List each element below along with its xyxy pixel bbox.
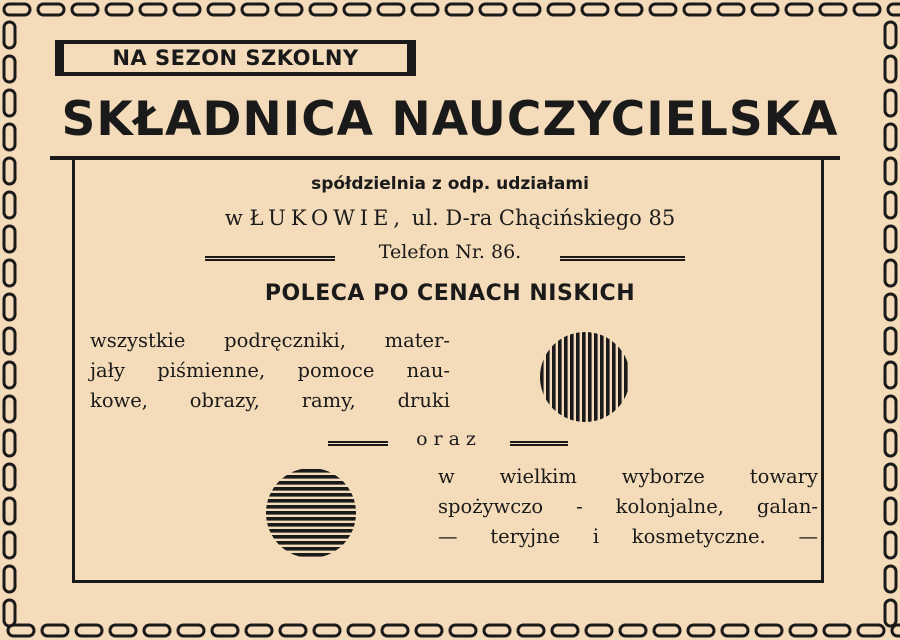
- disk-stripe: [265, 553, 357, 557]
- chain-link: [885, 328, 896, 354]
- chain-link: [885, 192, 896, 218]
- chain-link: [582, 4, 608, 15]
- disk-stripe: [576, 331, 580, 423]
- grocery-goods-line: spożywczo - kolonjalne, galan-: [438, 495, 818, 518]
- disk-stripe: [540, 331, 544, 423]
- chain-link: [718, 4, 744, 15]
- season-tag: [55, 40, 416, 76]
- chain-link: [480, 4, 506, 15]
- season-tag-text: NA SEZON SZKOLNY: [112, 46, 359, 70]
- disk-stripe: [265, 529, 357, 533]
- grocery-goods-line: — teryjne i kosmetyczne. —: [438, 525, 818, 548]
- chain-link: [382, 625, 408, 636]
- chain-link: [4, 294, 15, 320]
- disk-stripe: [612, 331, 616, 423]
- grocery-goods-line: w wielkim wyborze towary: [438, 465, 818, 488]
- chain-link: [4, 158, 15, 184]
- grocery-goods-paragraph: [438, 462, 818, 552]
- chain-link: [344, 4, 370, 15]
- disk-stripe: [265, 499, 357, 503]
- chain-link: [4, 396, 15, 422]
- chain-link: [885, 362, 896, 388]
- chain-link: [688, 625, 714, 636]
- school-goods-paragraph: [90, 326, 450, 416]
- chain-link: [4, 464, 15, 490]
- chain-link: [4, 22, 15, 48]
- chain-link: [858, 625, 884, 636]
- chain-link: [246, 625, 272, 636]
- vertical-striped-disk-icon: [539, 331, 631, 423]
- chain-link: [416, 625, 442, 636]
- disk-stripe: [265, 535, 357, 539]
- chain-link: [885, 396, 896, 422]
- chain-link: [178, 625, 204, 636]
- chain-link: [654, 625, 680, 636]
- chain-link: [412, 4, 438, 15]
- chain-link: [4, 532, 15, 558]
- disk-stripe: [546, 331, 550, 423]
- disk-stripe: [558, 331, 562, 423]
- disk-stripe: [265, 505, 357, 509]
- chain-link: [756, 625, 782, 636]
- chain-link: [885, 158, 896, 184]
- chain-link: [446, 4, 472, 15]
- disk-stripe: [570, 331, 574, 423]
- school-goods-line: wszystkie podręczniki, mater-: [90, 329, 450, 352]
- chain-link: [885, 566, 896, 592]
- chain-link: [824, 625, 850, 636]
- disk-stripe: [265, 469, 357, 473]
- disk-stripe: [265, 511, 357, 515]
- chain-link: [4, 498, 15, 524]
- phone-rule-right: [560, 256, 685, 261]
- chain-link: [885, 464, 896, 490]
- chain-link: [4, 90, 15, 116]
- disk-stripe: [265, 487, 357, 491]
- cooperative-subtitle: spółdzielnia z odp. udziałami: [311, 174, 589, 194]
- oraz-rule-left: [328, 441, 388, 446]
- disk-stripe: [606, 331, 610, 423]
- chain-link: [514, 4, 540, 15]
- disk-stripe: [582, 331, 586, 423]
- chain-link: [684, 4, 710, 15]
- chain-link: [752, 4, 778, 15]
- chain-link: [888, 4, 900, 15]
- chain-link: [4, 226, 15, 252]
- offer-headline: POLECA PO CENACH NISKICH: [264, 281, 636, 306]
- chain-link: [4, 362, 15, 388]
- chain-link: [548, 4, 574, 15]
- school-goods-line: jały piśmienne, pomoce nau-: [90, 359, 450, 382]
- chain-link: [885, 90, 896, 116]
- disk-stripe: [265, 523, 357, 527]
- chain-link: [208, 4, 234, 15]
- chain-link: [174, 4, 200, 15]
- disk-stripe: [618, 331, 622, 423]
- disk-stripe: [630, 331, 631, 423]
- disk-stripe: [265, 481, 357, 485]
- chain-link: [885, 430, 896, 456]
- chain-link: [276, 4, 302, 15]
- address-street: ul. D-ra Chącińskiego 85: [411, 206, 676, 230]
- chain-link: [885, 226, 896, 252]
- disk-stripe: [624, 331, 628, 423]
- disk-stripe: [588, 331, 592, 423]
- address-line: [100, 206, 800, 230]
- chain-link: [378, 4, 404, 15]
- chain-link: [212, 625, 238, 636]
- phone-number: Telefon Nr. 86.: [378, 241, 522, 263]
- disk-stripe: [265, 547, 357, 551]
- chain-link: [280, 625, 306, 636]
- chain-link: [790, 625, 816, 636]
- chain-link: [450, 625, 476, 636]
- chain-link: [42, 625, 68, 636]
- disk-stripe: [600, 331, 604, 423]
- chain-link: [620, 625, 646, 636]
- disk-stripe: [265, 541, 357, 545]
- chain-link: [518, 625, 544, 636]
- chain-link: [722, 625, 748, 636]
- store-title: SKŁADNICA NAUCZYCIELSKA: [61, 92, 839, 147]
- chain-link: [885, 22, 896, 48]
- chain-link: [586, 625, 612, 636]
- oraz-rule-right: [510, 441, 568, 446]
- chain-link: [885, 600, 896, 626]
- chain-link: [4, 566, 15, 592]
- chain-link: [106, 4, 132, 15]
- chain-link: [242, 4, 268, 15]
- chain-link: [854, 4, 880, 15]
- chain-link: [885, 124, 896, 150]
- chain-link: [885, 532, 896, 558]
- chain-link: [72, 4, 98, 15]
- frame-bottom-rule: [72, 580, 824, 583]
- chain-link: [885, 498, 896, 524]
- disk-stripe: [552, 331, 556, 423]
- chain-link: [650, 4, 676, 15]
- chain-link: [348, 625, 374, 636]
- chain-link: [140, 4, 166, 15]
- chain-link: [786, 4, 812, 15]
- chain-link: [76, 625, 102, 636]
- disk-stripe: [564, 331, 568, 423]
- disk-stripe: [265, 493, 357, 497]
- chain-link: [484, 625, 510, 636]
- disk-stripe: [594, 331, 598, 423]
- disk-stripe: [265, 475, 357, 479]
- chain-link: [885, 294, 896, 320]
- chain-link: [4, 600, 15, 626]
- chain-link: [310, 4, 336, 15]
- horizontal-striped-disk-icon: [265, 468, 357, 558]
- chain-link: [820, 4, 846, 15]
- address-city: ŁUKOWIE,: [249, 206, 406, 230]
- chain-link: [4, 124, 15, 150]
- chain-link: [552, 625, 578, 636]
- disk-stripe: [265, 517, 357, 521]
- chain-link: [144, 625, 170, 636]
- chain-link: [885, 56, 896, 82]
- address-prefix: w: [224, 206, 243, 230]
- chain-link: [4, 328, 15, 354]
- chain-link: [4, 430, 15, 456]
- chain-link: [4, 192, 15, 218]
- chain-link: [110, 625, 136, 636]
- conjunction-oraz: oraz: [416, 428, 482, 450]
- chain-link: [4, 56, 15, 82]
- school-goods-line: kowe, obrazy, ramy, druki: [90, 389, 450, 412]
- chain-link: [885, 260, 896, 286]
- chain-link: [38, 4, 64, 15]
- chain-link: [4, 4, 30, 15]
- chain-link: [616, 4, 642, 15]
- chain-link: [4, 260, 15, 286]
- chain-link: [314, 625, 340, 636]
